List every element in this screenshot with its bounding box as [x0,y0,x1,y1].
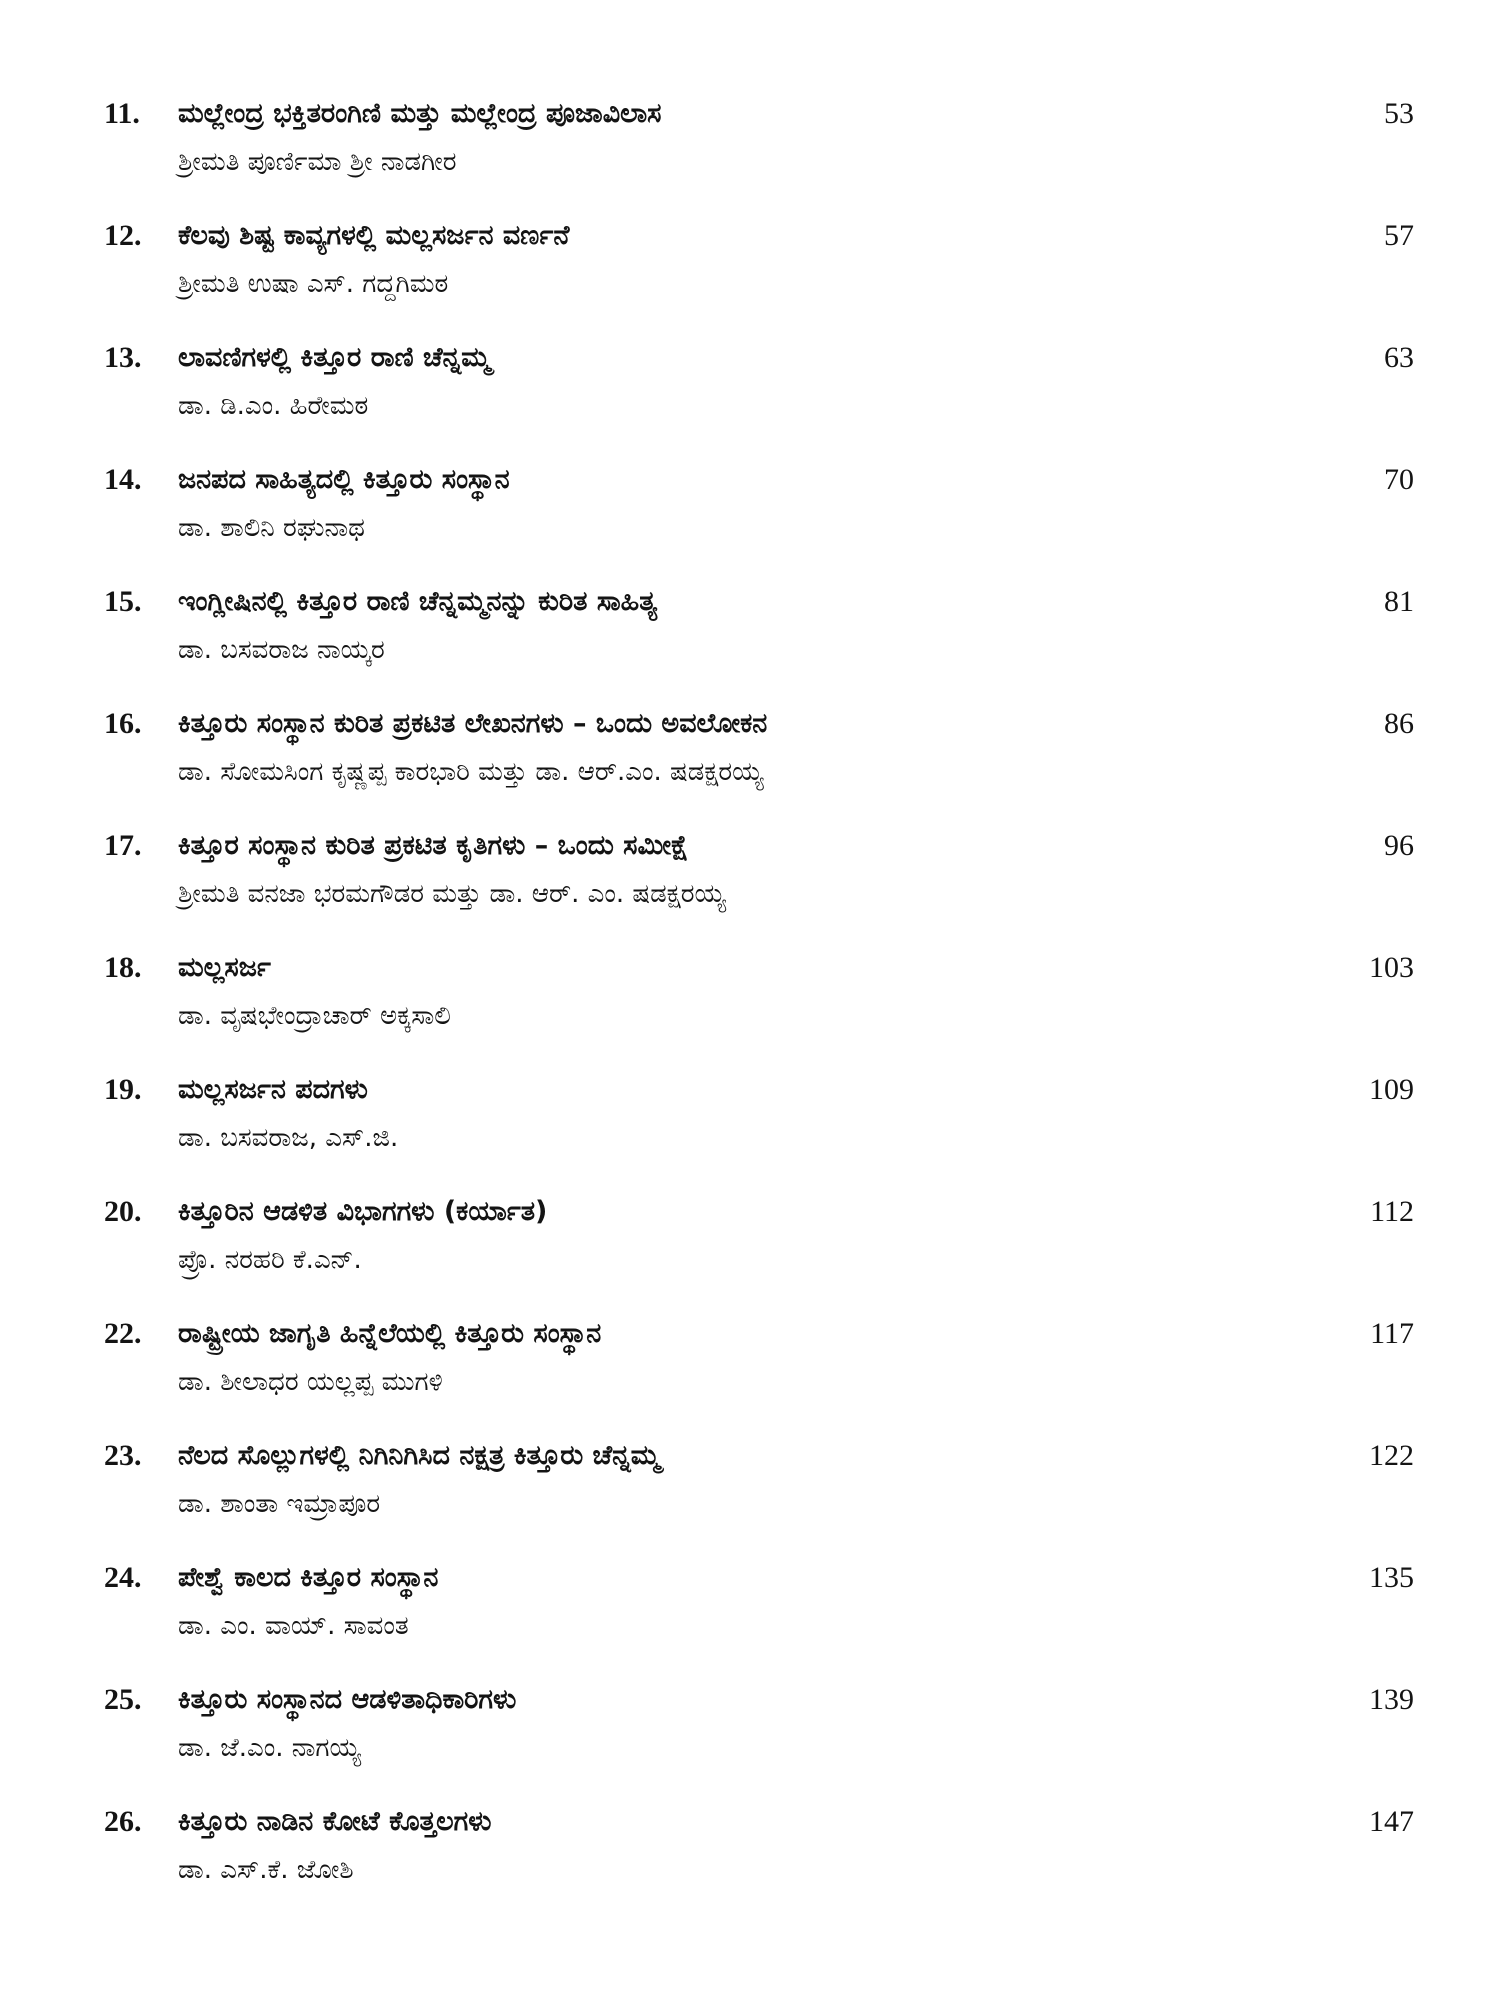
toc-entry [104,1188,1414,1310]
entry-author: ಡಾ. ಬಸವರಾಜ, ಎಸ್.ಜಿ. [178,1123,399,1153]
entry-page-number: 86 [1384,707,1414,740]
entry-number: 19. [104,1073,142,1106]
entry-author: ಪ್ರೊ. ನರಹರಿ ಕೆ.ಎನ್. [178,1245,362,1275]
entry-page-number: 122 [1369,1439,1414,1472]
entry-page-number: 109 [1369,1073,1414,1106]
entry-page-number: 70 [1384,463,1414,496]
entry-page-number: 139 [1369,1683,1414,1716]
entry-title: ಕಿತ್ತೂರ ಸಂಸ್ಥಾನ ಕುರಿತ ಪ್ರಕಟಿತ ಕೃತಿಗಳು – ಒಂದು ಸಮೀಕ್ಷೆ [178,830,689,861]
entry-page-number: 81 [1384,585,1414,618]
entry-author: ಶ್ರೀಮತಿ ಪೂರ್ಣಿಮಾ ಶ್ರೀ ನಾಡಗೀರ [178,147,457,177]
entry-number: 23. [104,1439,142,1472]
entry-title: ಲಾವಣಿಗಳಲ್ಲಿ ಕಿತ್ತೂರ ರಾಣಿ ಚೆನ್ನಮ್ಮ [178,342,491,373]
entry-title: ಇಂಗ್ಲೀಷಿನಲ್ಲಿ ಕಿತ್ತೂರ ರಾಣಿ ಚೆನ್ನಮ್ಮನನ್ನು ಕುರಿತ ಸಾಹಿತ್ಯ [178,586,658,617]
entry-number: 15. [104,585,142,618]
entry-page-number: 147 [1369,1805,1414,1838]
toc-entry [104,334,1414,456]
toc-entry [104,1554,1414,1676]
entry-page-number: 103 [1369,951,1414,984]
toc-entry [104,944,1414,1066]
entry-title: ಕಿತ್ತೂರಿನ ಆಡಳಿತ ವಿಭಾಗಗಳು (ಕರ್ಯಾತ) [178,1196,548,1227]
entry-page-number: 117 [1370,1317,1414,1350]
toc-entry [104,1310,1414,1432]
entry-title: ಪೇಶ್ವೆ ಕಾಲದ ಕಿತ್ತೂರ ಸಂಸ್ಥಾನ [178,1562,439,1593]
entry-title: ಕೆಲವು ಶಿಷ್ಟ ಕಾವ್ಯಗಳಲ್ಲಿ ಮಲ್ಲಸರ್ಜನ ವರ್ಣನೆ [178,220,570,251]
toc-entry [104,90,1414,212]
entry-page-number: 135 [1369,1561,1414,1594]
toc-entry [104,456,1414,578]
entry-author: ಡಾ. ಡಿ.ಎಂ. ಹಿರೇಮಠ [178,391,369,421]
entry-title: ಮಲ್ಲೇಂದ್ರ ಭಕ್ತಿತರಂಗಿಣಿ ಮತ್ತು ಮಲ್ಲೇಂದ್ರ ಪೂಜಾವಿಲಾಸ [178,98,662,129]
entry-author: ಶ್ರೀಮತಿ ವನಜಾ ಭರಮಗೌಡರ ಮತ್ತು ಡಾ. ಆರ್. ಎಂ. ಷಡಕ್ಷರಯ್ಯ [178,879,726,909]
entry-number: 20. [104,1195,142,1228]
entry-number: 25. [104,1683,142,1716]
entry-number: 12. [104,219,142,252]
entry-number: 14. [104,463,142,496]
entry-number: 22. [104,1317,142,1350]
entry-author: ಡಾ. ಶೀಲಾಧರ ಯಲ್ಲಪ್ಪ ಮುಗಳಿ [178,1367,443,1397]
entry-page-number: 53 [1384,97,1414,130]
entry-title: ಕಿತ್ತೂರು ಸಂಸ್ಥಾನದ ಆಡಳಿತಾಧಿಕಾರಿಗಳು [178,1684,517,1715]
entry-page-number: 63 [1384,341,1414,374]
entry-number: 13. [104,341,142,374]
entry-title: ಕಿತ್ತೂರು ಸಂಸ್ಥಾನ ಕುರಿತ ಪ್ರಕಟಿತ ಲೇಖನಗಳು – ಒಂದು ಅವಲೋಕನ [178,708,768,739]
entry-author: ಡಾ. ಶಾಲಿನಿ ರಘುನಾಥ [178,513,365,543]
entry-page-number: 57 [1384,219,1414,252]
entry-page-number: 96 [1384,829,1414,862]
entry-number: 24. [104,1561,142,1594]
entry-author: ಡಾ. ಶಾಂತಾ ಇಮ್ರಾಪೂರ [178,1489,381,1519]
entry-author: ಡಾ. ವೃಷಭೇಂದ್ರಾಚಾರ್ ಅಕ್ಕಸಾಲಿ [178,1001,451,1031]
entry-author: ಡಾ. ಜೆ.ಎಂ. ನಾಗಯ್ಯ [178,1733,361,1763]
entry-author: ಡಾ. ಎಂ. ವಾಯ್. ಸಾವಂತ [178,1611,409,1641]
entry-author: ಡಾ. ಬಸವರಾಜ ನಾಯ್ಕರ [178,635,385,665]
entry-title: ಮಲ್ಲಸರ್ಜ [178,952,271,983]
toc-entry [104,578,1414,700]
entry-number: 26. [104,1805,142,1838]
entry-title: ರಾಷ್ಟ್ರೀಯ ಜಾಗೃತಿ ಹಿನ್ನೆಲೆಯಲ್ಲಿ ಕಿತ್ತೂರು ಸಂಸ್ಥಾನ [178,1318,602,1349]
toc-entry [104,1798,1414,1920]
toc-entry [104,1066,1414,1188]
entry-number: 18. [104,951,142,984]
toc-entry [104,212,1414,334]
entry-author: ಡಾ. ಸೋಮಸಿಂಗ ಕೃಷ್ಣಪ್ಪ ಕಾರಭಾರಿ ಮತ್ತು ಡಾ. ಆರ್.ಎಂ. ಷಡಕ್ಷರಯ್ಯ [178,757,764,787]
entry-page-number: 112 [1370,1195,1414,1228]
entry-number: 17. [104,829,142,862]
toc-entry [104,822,1414,944]
toc-entry [104,1432,1414,1554]
toc-entry [104,700,1414,822]
entry-title: ಕಿತ್ತೂರು ನಾಡಿನ ಕೋಟೆ ಕೊತ್ತಲಗಳು [178,1806,492,1837]
entry-number: 11. [104,97,140,130]
entry-author: ಡಾ. ಎಸ್.ಕೆ. ಜೋಶಿ [178,1855,354,1885]
toc-entry [104,1676,1414,1798]
entry-title: ಮಲ್ಲಸರ್ಜನ ಪದಗಳು [178,1074,368,1105]
entry-title: ಜನಪದ ಸಾಹಿತ್ಯದಲ್ಲಿ ಕಿತ್ತೂರು ಸಂಸ್ಥಾನ [178,464,510,495]
table-of-contents [104,90,1414,1920]
entry-author: ಶ್ರೀಮತಿ ಉಷಾ ಎಸ್. ಗದ್ದಗಿಮಠ [178,269,449,299]
entry-title: ನೆಲದ ಸೊಲ್ಲುಗಳಲ್ಲಿ ನಿಗಿನಿಗಿಸಿದ ನಕ್ಷತ್ರ ಕಿತ್ತೂರು ಚೆನ್ನಮ್ಮ [178,1440,661,1471]
entry-number: 16. [104,707,142,740]
